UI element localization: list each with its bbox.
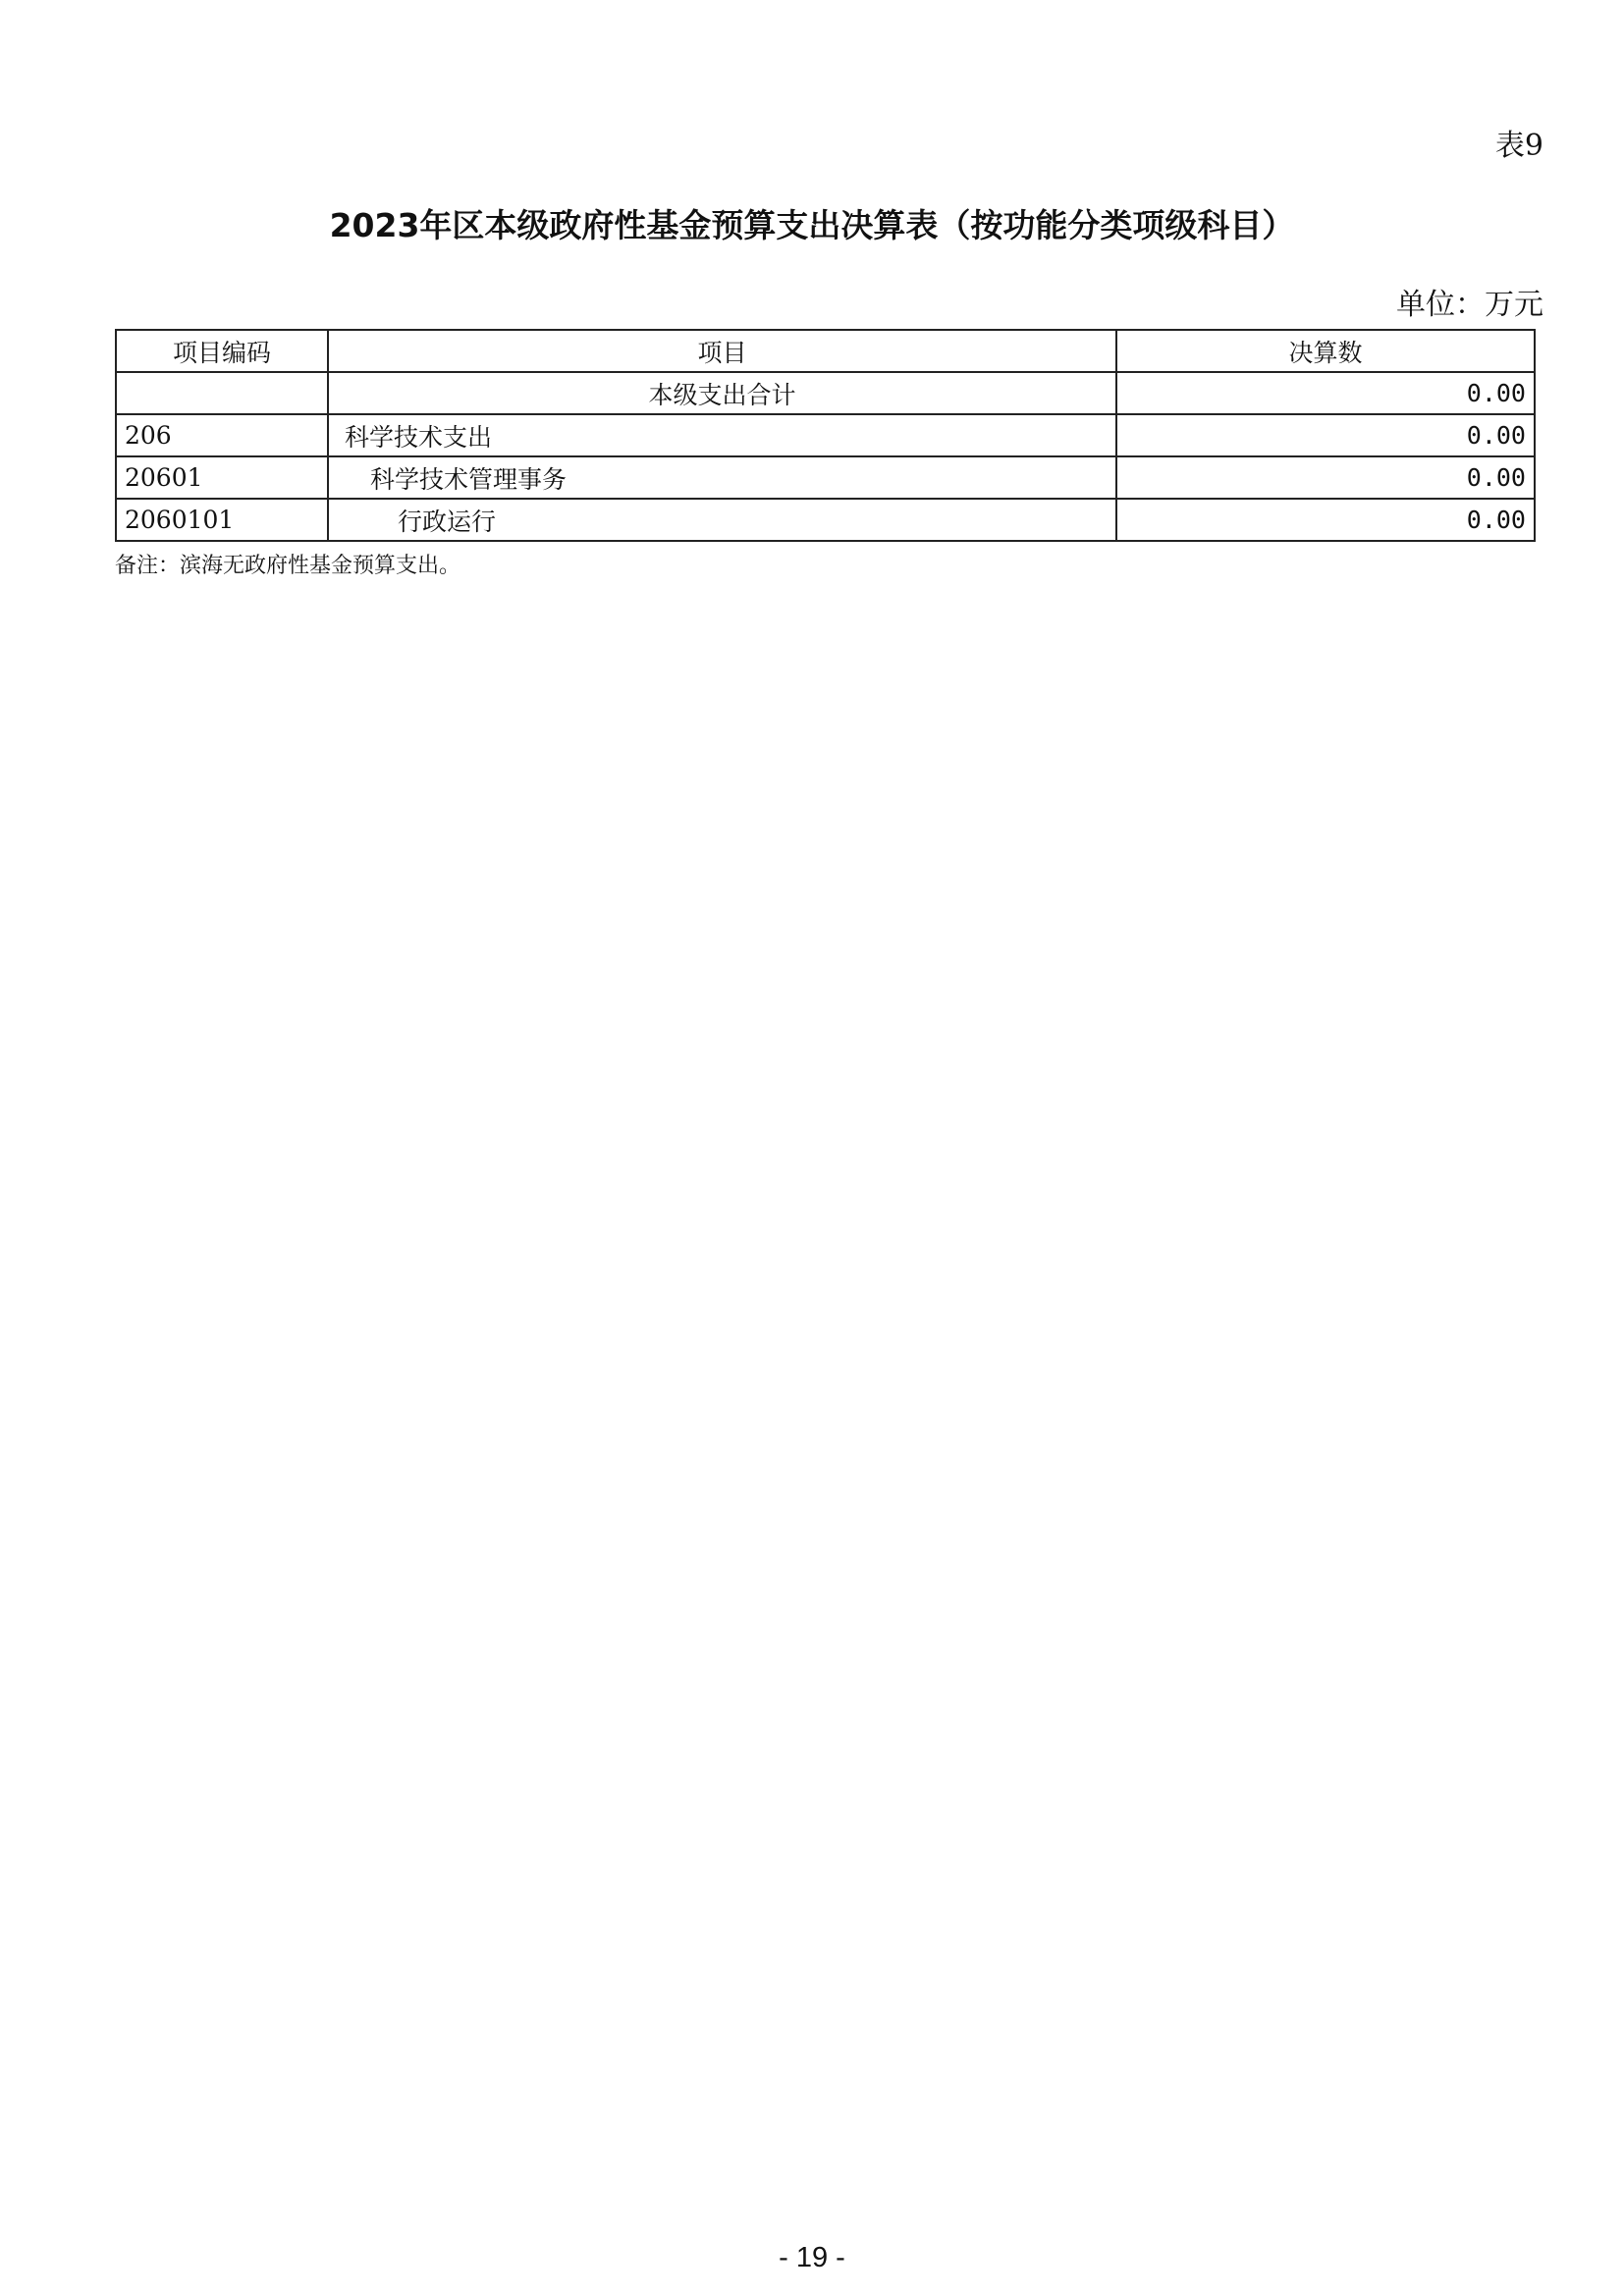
row-name: 科学技术管理事务: [328, 456, 1116, 499]
row-name: 科学技术支出: [328, 414, 1116, 456]
header-name: 项目: [328, 330, 1116, 372]
table-number: 表9: [1494, 129, 1543, 163]
budget-table: [115, 329, 1536, 542]
row-name: 本级支出合计: [328, 372, 1116, 414]
row-code: 206: [116, 414, 328, 456]
page-title: 2023年区本级政府性基金预算支出决算表（按功能分类项级科目）: [329, 206, 1295, 244]
row-amount: 0.00: [1116, 372, 1535, 414]
unit-label: 单位：万元: [1396, 288, 1543, 322]
row-amount: 0.00: [1116, 499, 1535, 541]
row-amount: 0.00: [1116, 414, 1535, 456]
row-name: 行政运行: [328, 499, 1116, 541]
table-row: [116, 499, 1535, 541]
row-code: 2060101: [116, 499, 328, 541]
table-row: [116, 372, 1535, 414]
row-amount: 0.00: [1116, 456, 1535, 499]
table-row: [116, 414, 1535, 456]
header-code: 项目编码: [116, 330, 328, 372]
row-code: [116, 372, 328, 414]
header-amount: 决算数: [1116, 330, 1535, 372]
table-header-row: [116, 330, 1535, 372]
page-number: - 19 -: [779, 2242, 845, 2273]
table-row: [116, 456, 1535, 499]
row-code: 20601: [116, 456, 328, 499]
table-footnote: 备注：滨海无政府性基金预算支出。: [115, 554, 461, 578]
